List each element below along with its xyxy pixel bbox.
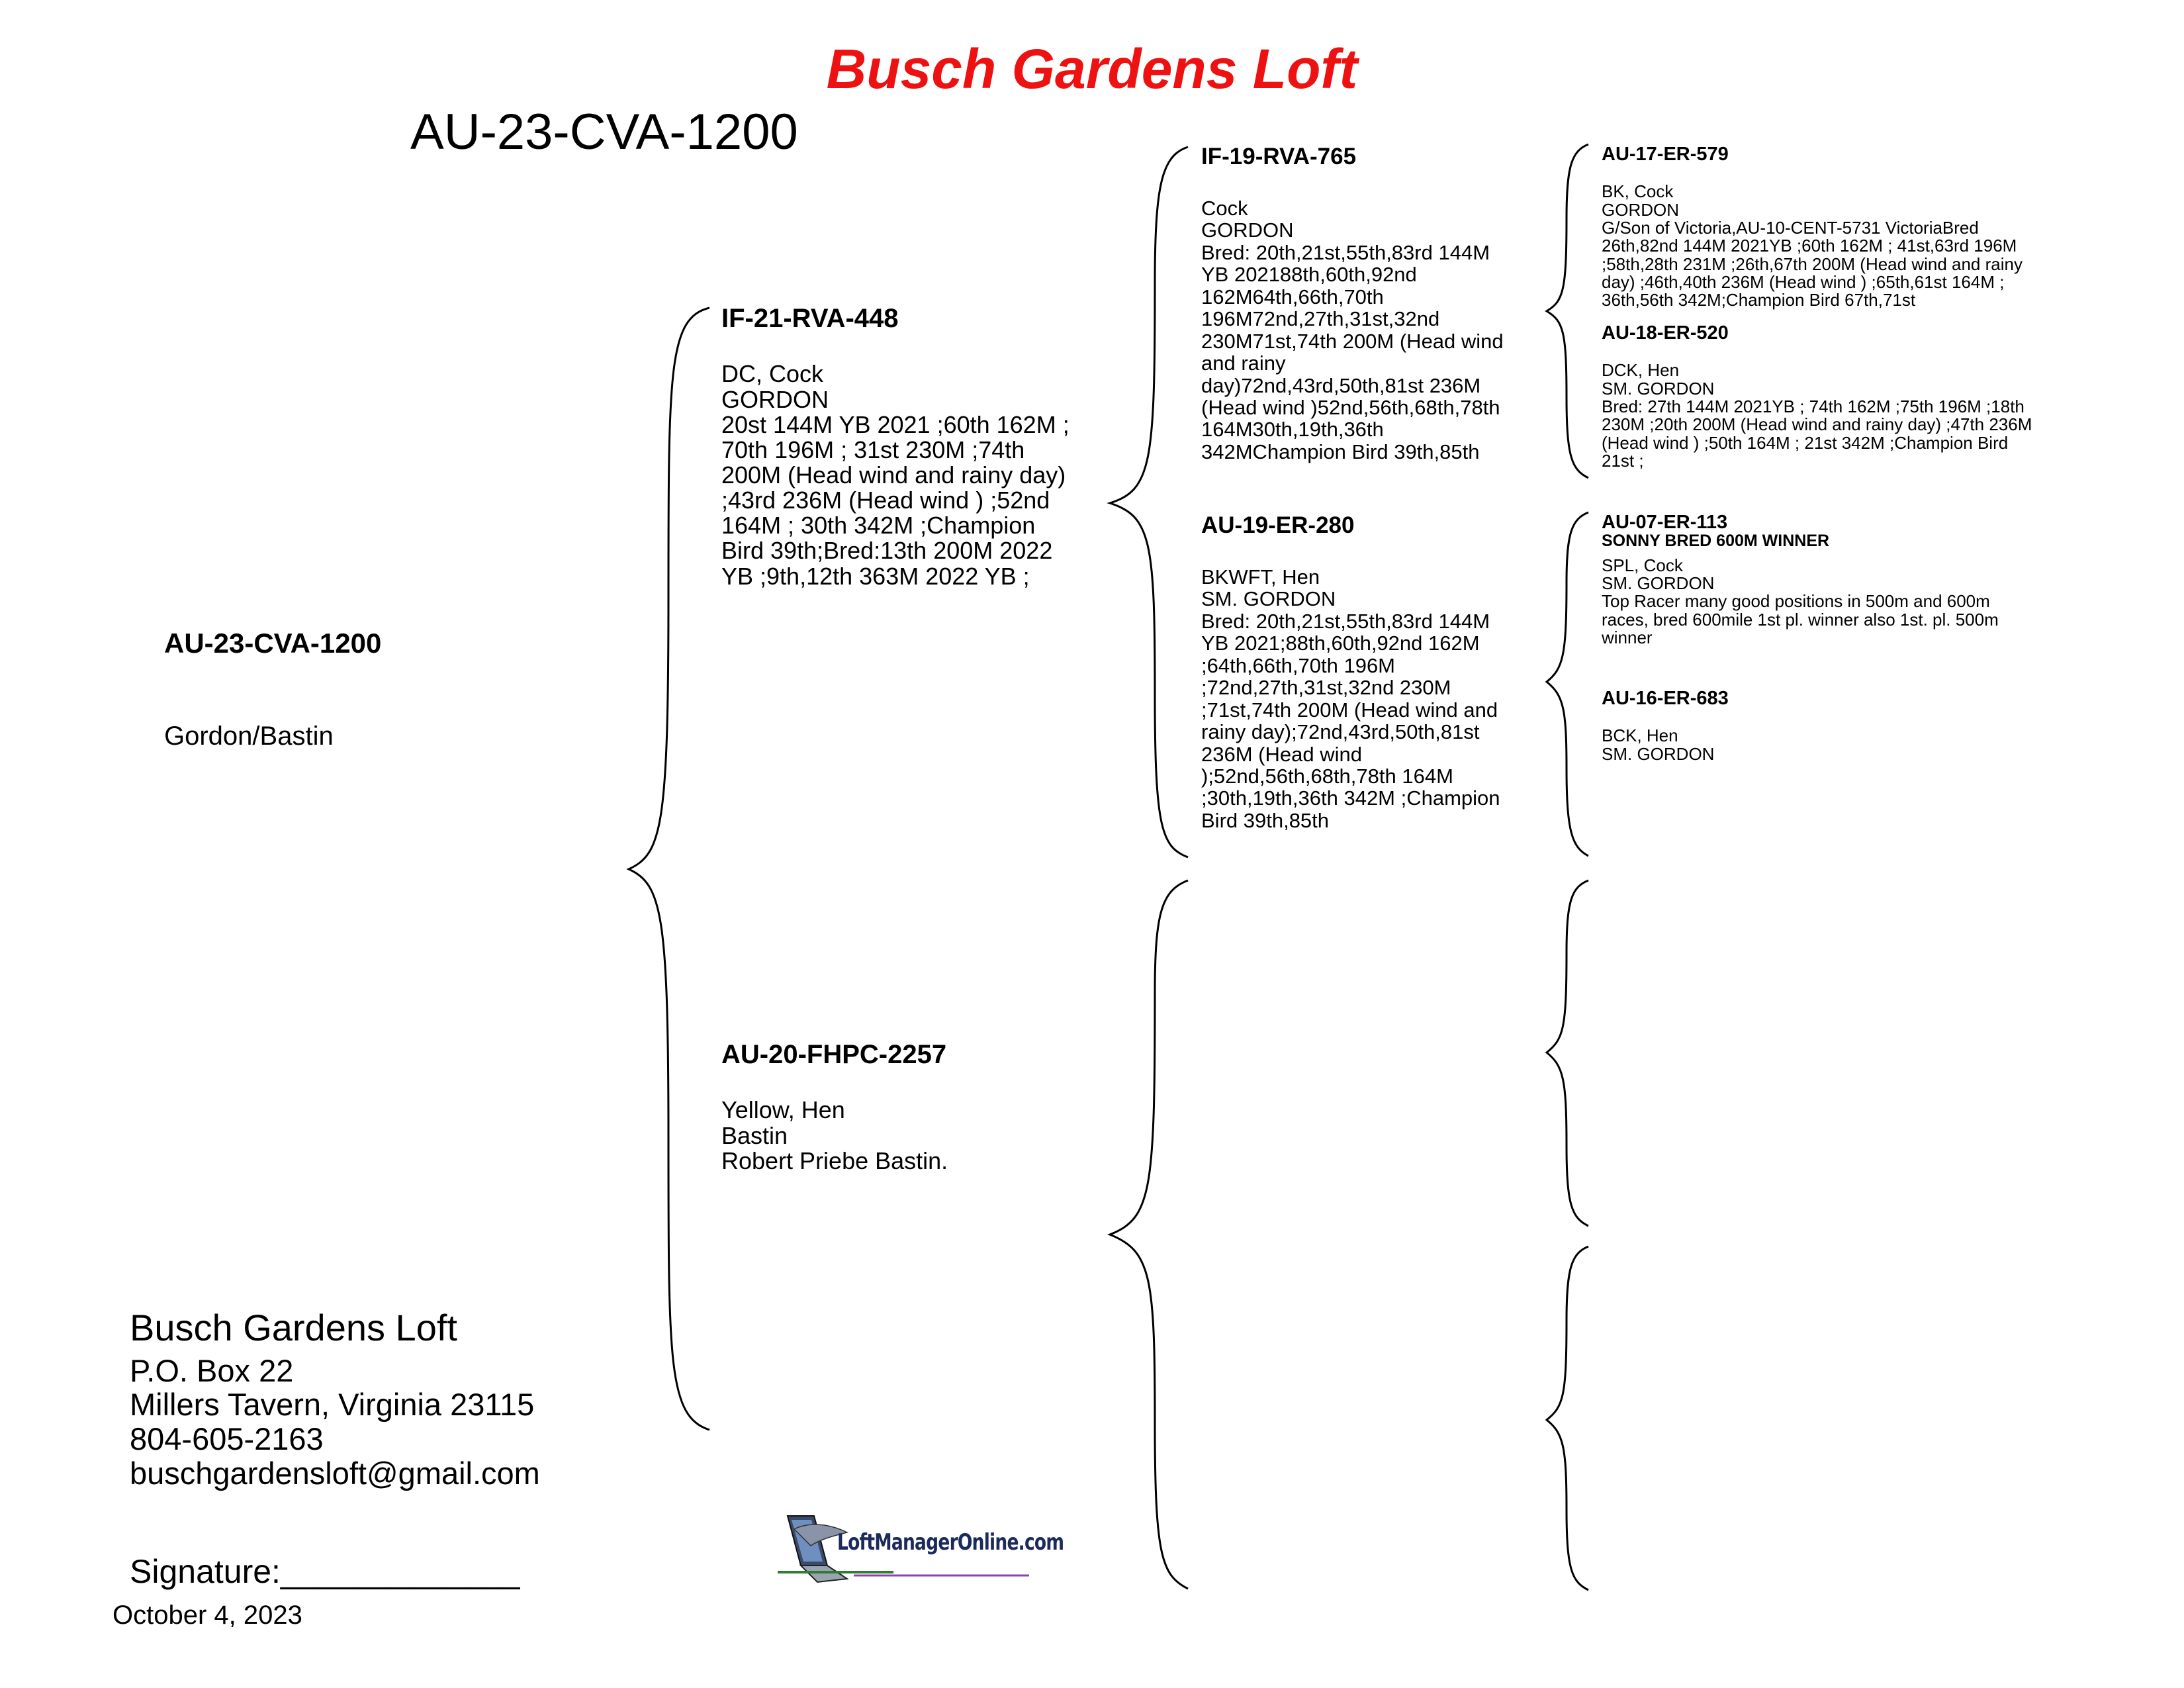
logo-text: LoftManagerOnline.com — [837, 1529, 1064, 1556]
detail-line: 164M30th,19th,36th — [1201, 418, 1384, 442]
detail-line: rainy day);72nd,43rd,50th,81st — [1201, 720, 1480, 744]
detail-line: ;71st,74th 200M (Head wind and — [1201, 698, 1498, 722]
detail-line: SM. GORDON — [1201, 587, 1336, 611]
detail-line: winner — [1602, 627, 1653, 647]
sire-dam-ring: AU-19-ER-280 — [1201, 512, 1355, 538]
sire-sire-card — [1201, 144, 1539, 463]
sire-dam-dam-card — [1602, 688, 2171, 763]
contact-address: P.O. Box 22 — [130, 1352, 294, 1388]
detail-line: 342MChampion Bird 39th,85th — [1201, 440, 1480, 463]
sire-dam-card — [1201, 513, 1539, 831]
sire-sire-details — [1201, 197, 1539, 463]
detail-line: );52nd,56th,68th,78th 164M — [1201, 765, 1453, 788]
detail-line: 20st 144M YB 2021 ;60th 162M ; — [721, 410, 1069, 438]
dam-card — [721, 1041, 1099, 1174]
sire-sire-sire-ring: AU-17-ER-579 — [1602, 144, 1729, 165]
loftmanager-logo — [774, 1509, 1064, 1595]
detail-line: DCK, Hen — [1602, 360, 1680, 381]
sire-sire-dam-details — [1602, 361, 2171, 470]
detail-line: SM. GORDON — [1602, 743, 1715, 764]
detail-line: Top Racer many good positions in 500m and 600m — [1602, 591, 1990, 612]
dam-details — [721, 1098, 1099, 1173]
sire-sire-sire-card — [1602, 144, 2171, 310]
detail-line: Bastin — [721, 1121, 788, 1149]
detail-line: Robert Priebe Bastin. — [721, 1147, 948, 1174]
detail-line: Cock — [1201, 196, 1248, 220]
sire-ring: IF-21-RVA-448 — [721, 304, 899, 333]
detail-line: YB 202188th,60th,92nd — [1201, 263, 1417, 287]
detail-line: YB ;9th,12th 363M 2022 YB ; — [721, 562, 1030, 590]
sire-sire-sire-details — [1602, 183, 2171, 309]
subject-strain: Gordon/Bastin — [164, 722, 334, 751]
sire-dam-sire-details — [1602, 557, 2171, 647]
detail-line: ;72nd,27th,31st,32nd 230M — [1201, 676, 1451, 700]
detail-line: BKWFT, Hen — [1201, 565, 1320, 588]
detail-line: ;30th,19th,36th 342M ;Champion — [1201, 786, 1500, 810]
sire-sire-ring: IF-19-RVA-765 — [1201, 144, 1357, 169]
detail-line: GORDON — [1201, 218, 1294, 242]
detail-line: 162M64th,66th,70th — [1201, 285, 1384, 308]
detail-line: races, bred 600mile 1st pl. winner also 1st. pl. 500m — [1602, 609, 1999, 630]
contact-block — [130, 1307, 540, 1490]
contact-city: Millers Tavern, Virginia 23115 — [130, 1387, 535, 1423]
detail-line: 36th,56th 342M;Champion Bird 67th,71st — [1602, 290, 1916, 310]
dam-ring: AU-20-FHPC-2257 — [721, 1040, 947, 1069]
detail-line: ;58th,28th 231M ;26th,67th 200M (Head wind and rainy — [1602, 254, 2023, 274]
detail-line: 236M (Head wind — [1201, 742, 1362, 766]
detail-line: 26th,82nd 144M 2021YB ;60th 162M ; 41st,63rd 196M — [1602, 236, 2017, 256]
sire-card — [721, 305, 1099, 589]
detail-line: 196M72nd,27th,31st,32nd — [1201, 307, 1440, 331]
detail-line: SM. GORDON — [1602, 573, 1715, 593]
detail-line: SM. GORDON — [1602, 378, 1715, 399]
contact-phone: 804-605-2163 — [130, 1421, 324, 1456]
loft-name: Busch Gardens Loft — [130, 1307, 457, 1348]
sire-dam-details — [1201, 566, 1539, 832]
detail-line: Bred: 20th,21st,55th,83rd 144M — [1201, 609, 1490, 633]
detail-line: and rainy — [1201, 352, 1286, 375]
detail-line: Bred: 27th 144M 2021YB ; 74th 162M ;75th 196M ;18th — [1602, 397, 2025, 417]
detail-line: (Head wind )52nd,56th,68th,78th — [1201, 396, 1500, 420]
detail-line: day) ;46th,40th 236M (Head wind ) ;65th,61st 164M ; — [1602, 271, 2005, 292]
detail-line: 70th 196M ; 31st 230M ;74th — [721, 436, 1025, 463]
detail-line: 200M (Head wind and rainy day) — [721, 461, 1066, 489]
detail-line: Yellow, Hen — [721, 1096, 845, 1124]
detail-line: BCK, Hen — [1602, 726, 1678, 746]
band-number: AU-23-CVA-1200 — [410, 104, 798, 160]
detail-line: Bird 39th,85th — [1201, 808, 1330, 832]
detail-line: G/Son of Victoria,AU-10-CENT-5731 VictoriaBred — [1602, 218, 1979, 238]
detail-line: DC, Cock — [721, 360, 824, 388]
detail-line: ;43rd 236M (Head wind ) ;52nd — [721, 487, 1050, 514]
sire-details — [721, 361, 1099, 588]
detail-line: 230M71st,74th 200M (Head wind — [1201, 329, 1504, 353]
detail-line: (Head wind ) ;50th 164M ; 21st 342M ;Champion Bird — [1602, 432, 2009, 453]
sire-dam-dam-details — [1602, 727, 2171, 763]
sire-dam-sire-card — [1602, 512, 2171, 647]
detail-line: YB 2021;88th,60th,92nd 162M — [1201, 632, 1480, 655]
sire-sire-dam-ring: AU-18-ER-520 — [1602, 322, 1729, 344]
detail-line: ;64th,66th,70th 196M — [1201, 653, 1396, 677]
detail-line: SPL, Cock — [1602, 555, 1683, 575]
detail-line: 164M ; 30th 342M ;Champion — [721, 512, 1036, 539]
subject-ring: AU-23-CVA-1200 — [164, 628, 382, 659]
detail-line: Bred: 20th,21st,55th,83rd 144M — [1201, 240, 1490, 264]
detail-line: GORDON — [721, 385, 829, 413]
sire-dam-sire-subtitle: SONNY BRED 600M WINNER — [1602, 532, 1830, 551]
page-title: Busch Gardens Loft — [826, 38, 1358, 100]
detail-line: 230M ;20th 200M (Head wind and rainy day) ;47th 236M — [1602, 414, 2032, 435]
detail-line: day)72nd,43rd,50th,81st 236M — [1201, 373, 1481, 397]
signature-line: Signature:_____________ — [130, 1553, 520, 1590]
contact-email[interactable]: buschgardensloft@gmail.com — [130, 1455, 540, 1491]
detail-line: 21st ; — [1602, 450, 1644, 471]
detail-line: GORDON — [1602, 199, 1679, 220]
sire-dam-dam-ring: AU-16-ER-683 — [1602, 688, 1729, 709]
detail-line: Bird 39th;Bred:13th 200M 2022 — [721, 537, 1053, 565]
sire-sire-dam-card — [1602, 323, 2171, 470]
sire-dam-sire-ring: AU-07-ER-113 — [1602, 512, 1728, 533]
detail-line: BK, Cock — [1602, 181, 1674, 202]
print-date: October 4, 2023 — [113, 1601, 302, 1630]
